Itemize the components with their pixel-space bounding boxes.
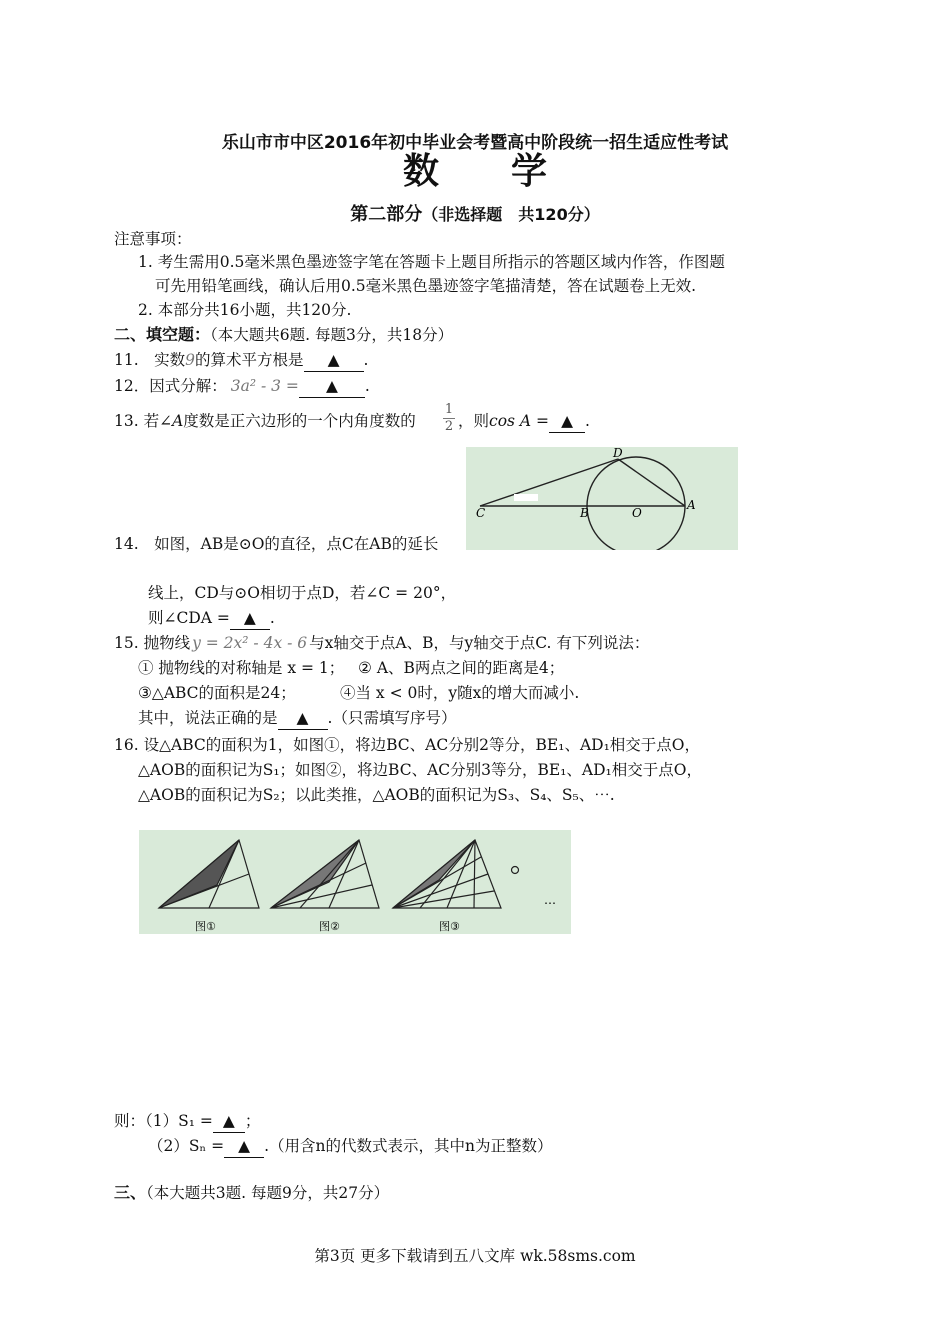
q14-line1: 14. 如图，AB是⊙O的直径，点C在AB的延长 <box>114 535 439 553</box>
section2-note: （本大题共6题. 每题3分，共18分） <box>210 326 454 344</box>
q13-fraction <box>443 402 455 435</box>
section3-note: （本大题共3题. 每题9分，共27分） <box>146 1184 390 1202</box>
line-cd <box>480 459 618 506</box>
ad3-3 <box>474 840 475 908</box>
ad1-3 <box>420 840 475 908</box>
q15-ask-post: .（只需填写序号） <box>327 709 457 727</box>
q15-option2: ② A、B两点之间的距离是4； <box>358 659 565 677</box>
q15-text: 15. 抛物线 <box>114 634 191 652</box>
question-11: 11. 实数9的算术平方根是 ▲ . <box>114 349 368 372</box>
section3-heading: 三、 <box>114 1183 147 1202</box>
q13-angle: A <box>172 412 184 430</box>
q11-text-post: 的算术平方根是 <box>195 351 304 369</box>
notice-item1-line1: 1. 考生需用0.5毫米黑色墨迹签字笔在答题卡上题目所指示的答题区域内作答，作图题 <box>138 253 725 271</box>
caption-fig2: 图② <box>319 920 340 933</box>
caption-fig1: 图① <box>195 920 216 933</box>
page-footer: 第3页 更多下载请到五八文库 wk.58sms.com <box>314 1247 636 1265</box>
q14-answer-blank[interactable]: ▲ <box>230 607 270 630</box>
q14-line2: 线上，CD与⊙O相切于点D，若∠C = 20°， <box>148 584 457 602</box>
smudge-mark <box>514 494 538 501</box>
q16-ans1-label: 则：（1）S₁ = <box>114 1112 213 1130</box>
q15-ask: 其中，说法正确的是 <box>138 709 278 727</box>
part-title-line <box>0 200 950 226</box>
label-a: A <box>687 498 696 512</box>
exam-title: 乐山市市中区2016年初中毕业会考暨高中阶段统一招生适应性考试 <box>221 133 729 153</box>
q14-figure <box>466 447 738 550</box>
label-b: B <box>580 506 589 520</box>
label-c: C <box>476 506 486 520</box>
q13-frac-den: 2 <box>444 419 454 434</box>
q15-answer-blank[interactable]: ▲ <box>278 707 328 730</box>
q13-text-mid2: ，则 <box>458 412 490 430</box>
q14-ask: 则∠CDA = <box>148 609 230 627</box>
be1-2 <box>271 863 366 908</box>
q16-ans1-post: ； <box>244 1112 261 1130</box>
q12-answer-blank[interactable]: ▲ <box>299 375 365 398</box>
line-da <box>618 459 685 506</box>
notice-item1-line2: 可先用铅笔画线，确认后用0.5毫米黑色墨迹签字笔描清楚，答在试题卷上无效. <box>155 277 697 295</box>
q11-text: 11. 实数 <box>114 351 186 369</box>
caption-fig3: 图③ <box>439 920 460 933</box>
q11-answer-blank[interactable]: ▲ <box>304 349 364 372</box>
section3-heading-line <box>114 1182 389 1204</box>
q16-ans2-post: .（用含n的代数式表示，其中n为正整数） <box>264 1137 553 1155</box>
shaded-1 <box>159 840 239 908</box>
q16-figure <box>139 830 571 934</box>
q16-answer2-blank[interactable]: ▲ <box>224 1135 264 1158</box>
label-d: D <box>613 447 623 460</box>
q16-line1: 16. 设△ABC的面积为1，如图①，将边BC、AC分别2等分，BE₁、AD₁相交于点O， <box>114 736 701 754</box>
q16-answer1 <box>114 1110 260 1133</box>
q15-expression: y = 2x² - 4x - 6 <box>192 634 308 652</box>
q13-text-mid: 度数是正六边形的一个内角度数的 <box>183 412 416 430</box>
q15-option3: ③△ABC的面积是24； <box>138 684 296 702</box>
q14-line3: 则∠CDA = ▲ . <box>148 607 275 630</box>
q16-line2: △AOB的面积记为S₁；如图②，将边BC、AC分别3等分，BE₁、AD₁相交于点O， <box>138 761 702 779</box>
q11-number: 9 <box>185 351 196 369</box>
part-title: 第二部分 <box>350 204 423 225</box>
q13-cos: cos A = <box>489 412 550 430</box>
q16-answer2 <box>148 1135 553 1158</box>
q12-expression: 3a² - 3 = <box>230 377 299 395</box>
ad1-2 <box>300 840 359 908</box>
section2-heading-line <box>114 324 453 346</box>
part-note: （非选择题 共120分） <box>422 205 600 224</box>
q15-ask-line <box>138 707 456 730</box>
q16-ans2-label: （2）Sₙ = <box>148 1137 225 1155</box>
question-13 <box>114 410 416 432</box>
question-12: 12．因式分解： 3a² - 3 = ▲ . <box>114 375 370 398</box>
q13-frac-num: 1 <box>444 402 454 417</box>
section2-heading: 二、填空题： <box>114 325 211 344</box>
q13-text: 13. 若∠ <box>114 412 173 430</box>
q12-text: 12．因式分解： <box>114 377 227 395</box>
notice-heading: 注意事项： <box>114 230 192 248</box>
q13-answer-blank[interactable]: ▲ <box>549 410 585 433</box>
q15-line1 <box>114 632 649 654</box>
q16-line3: △AOB的面积记为S₂；以此类推，△AOB的面积记为S₃、S₄、S₅、⋯. <box>138 786 615 804</box>
q16-answer1-blank[interactable]: ▲ <box>213 1110 245 1133</box>
q13-tail: ，则cos A = ▲ . <box>458 410 590 433</box>
label-o: O <box>632 506 642 520</box>
dot-o <box>512 867 519 874</box>
subject-title: 数 学 <box>402 151 547 192</box>
q15-text-post: 与x轴交于点A、B，与y轴交于点C. 有下列说法： <box>309 634 650 652</box>
q15-option4: ④当 x < 0时，y随x的增大而减小. <box>340 684 580 702</box>
q15-option1: ① 抛物线的对称轴是 x = 1； <box>138 659 345 677</box>
shaded-3 <box>393 840 475 908</box>
notice-item2: 2. 本部分共16小题，共120分. <box>138 301 352 319</box>
figure-ellipsis: … <box>544 893 556 907</box>
